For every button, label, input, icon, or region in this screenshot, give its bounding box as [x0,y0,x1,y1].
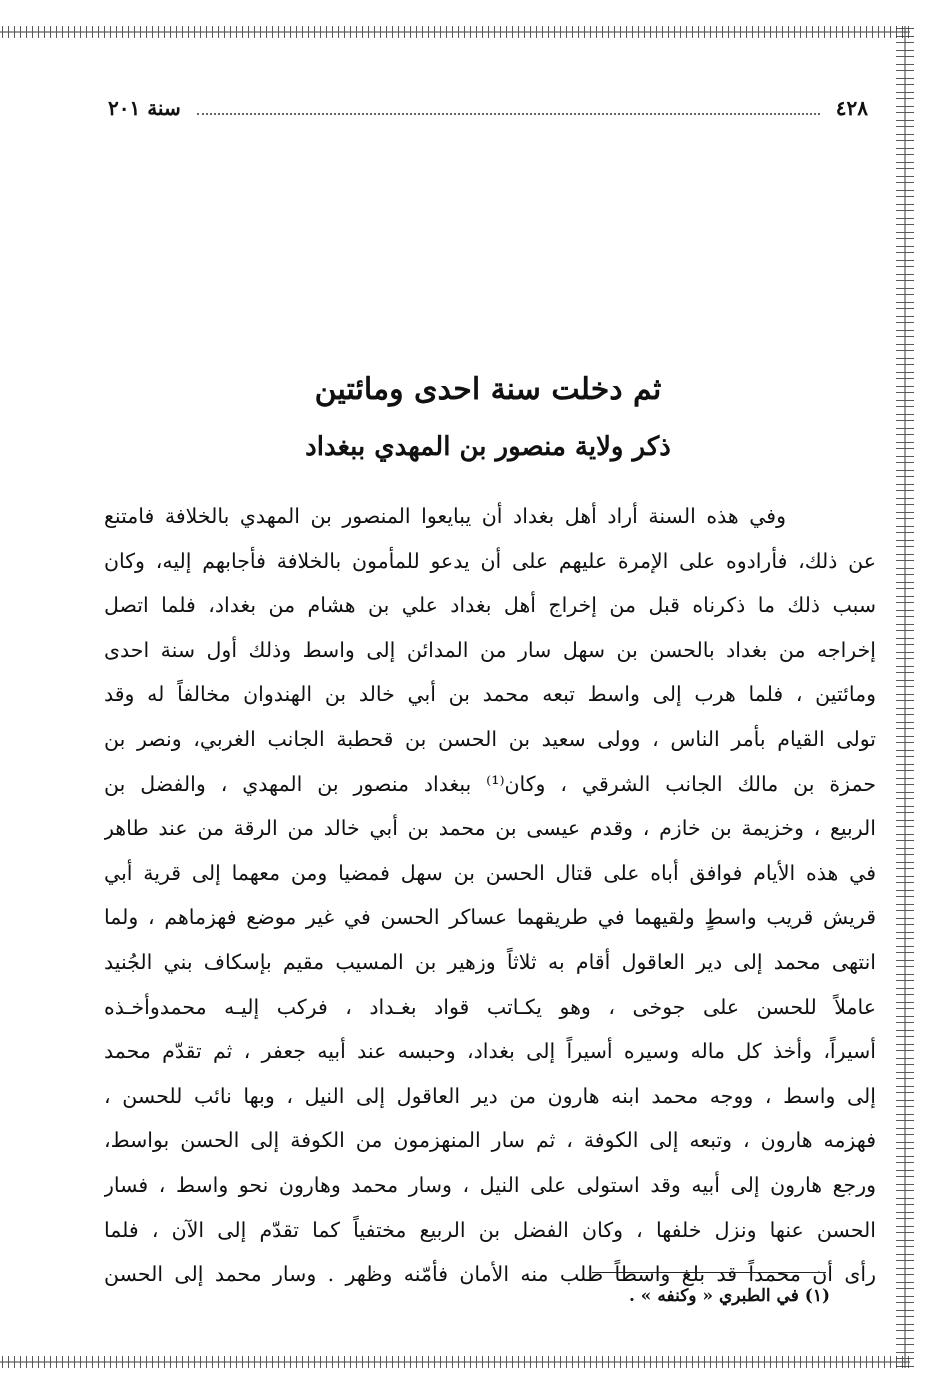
text-line: سبب ذلك ما ذكرناه قبل من إخراج أهل بغداد علي بن هشام من بغداد، فلما اتصل [104,593,876,618]
text-line: قريش قريب واسطٍ ولقيهما في طريقهما عساكر الحسن في غير موضع فهزماهم ، ولما [104,905,876,930]
text-line: إخراجه من بغداد بالحسن بن سهل سار من المدائن إلى واسط وذلك أول سنة احدى [104,637,876,662]
footnote-separator [592,1272,826,1273]
footnote: (١) في الطبري « وكنفه » . [628,1286,830,1306]
section-title: ذكر ولاية منصور بن المهدي ببغداد [305,432,671,462]
text-line: فهزمه هارون ، وتبعه إلى الكوفة ، ثم سار المنهزمون من الكوفة إلى الحسن بواسط، [104,1128,876,1153]
text-line: تولى القيام بأمر الناس ، وولى سعيد بن الحسن بن قحطبة الجانب الغربي، ونصر بن [104,726,876,751]
text-line: ورجع هارون إلى أبيه وقد استولى على النيل ، وسار محمد وهارون نحو واسط ، فسار [104,1172,876,1197]
decorative-border-bottom [0,1356,910,1368]
text-line: وفي هذه السنة أراد أهل بغداد أن يبايعوا المنصور بن المهدي بالخلافة فامتنع [104,504,786,528]
chapter-title: ثم دخلت سنة احدى ومائتين [314,372,662,407]
dotted-leader [197,99,820,115]
text-line: أسيراً، وأخذ كل ماله وسيره أسيراً إلى بغداد، وحبسه عند أبيه جعفر ، ثم تقدّم محمد [104,1039,876,1064]
text-line: إلى واسط ، ووجه محمد ابنه هارون من دير العاقول إلى النيل ، وبها نائب للحسن ، [104,1083,876,1108]
body-text [104,494,876,1297]
text-line: الربيع ، وخزيمة بن خازم ، وقدم عيسى بن محمد بن أبي خالد من الرقة من عند طاهر [104,816,876,841]
page-header [108,96,868,136]
text-line: عاملاً للحسن على جوخى ، وهو يكـاتب قواد بغـداد ، فركب إليـه محمدوأخـذه [104,994,876,1019]
text-line: حمزة بن مالك الجانب الشرقي ، وكان⁽¹⁾ ببغداد منصور بن المهدي ، والفضل بن [104,771,876,796]
text-line: انتهى محمد إلى دير العاقول أقام به ثلاثاً وزهير بن المسيب مقيم بإسكاف بني الجُنيد [104,949,876,974]
decorative-border-right [896,26,914,1368]
text-line: ومائتين ، فلما هرب إلى واسط تبعه محمد بن أبي خالد بن الهندوان مخالفاً له وقد [104,682,876,707]
text-line: رأى أن محمداً قد بلغ واسطاً طلب منه الأمان فأمّنه وظهر . وسار محمد إلى الحسن [104,1262,876,1287]
running-head: سنة ٢٠١ [108,96,181,120]
page-number: ٤٢٨ [835,96,868,120]
text-line: الحسن عنها ونزل خلفها ، وكان الفضل بن الربيع مختفياً كما تقدّم إلى الآن ، فلما [104,1217,876,1242]
text-line: في هذه الأيام فوافق أباه على قتال الحسن بن سهل فمضيا ومن معهما إلى قرية أبي [104,860,876,885]
decorative-border-top [0,26,910,38]
text-line: عن ذلك، فأرادوه على الإمرة عليهم على أن يدعو للمأمون بالخلافة فأجابهم إليه، وكان [104,548,876,573]
